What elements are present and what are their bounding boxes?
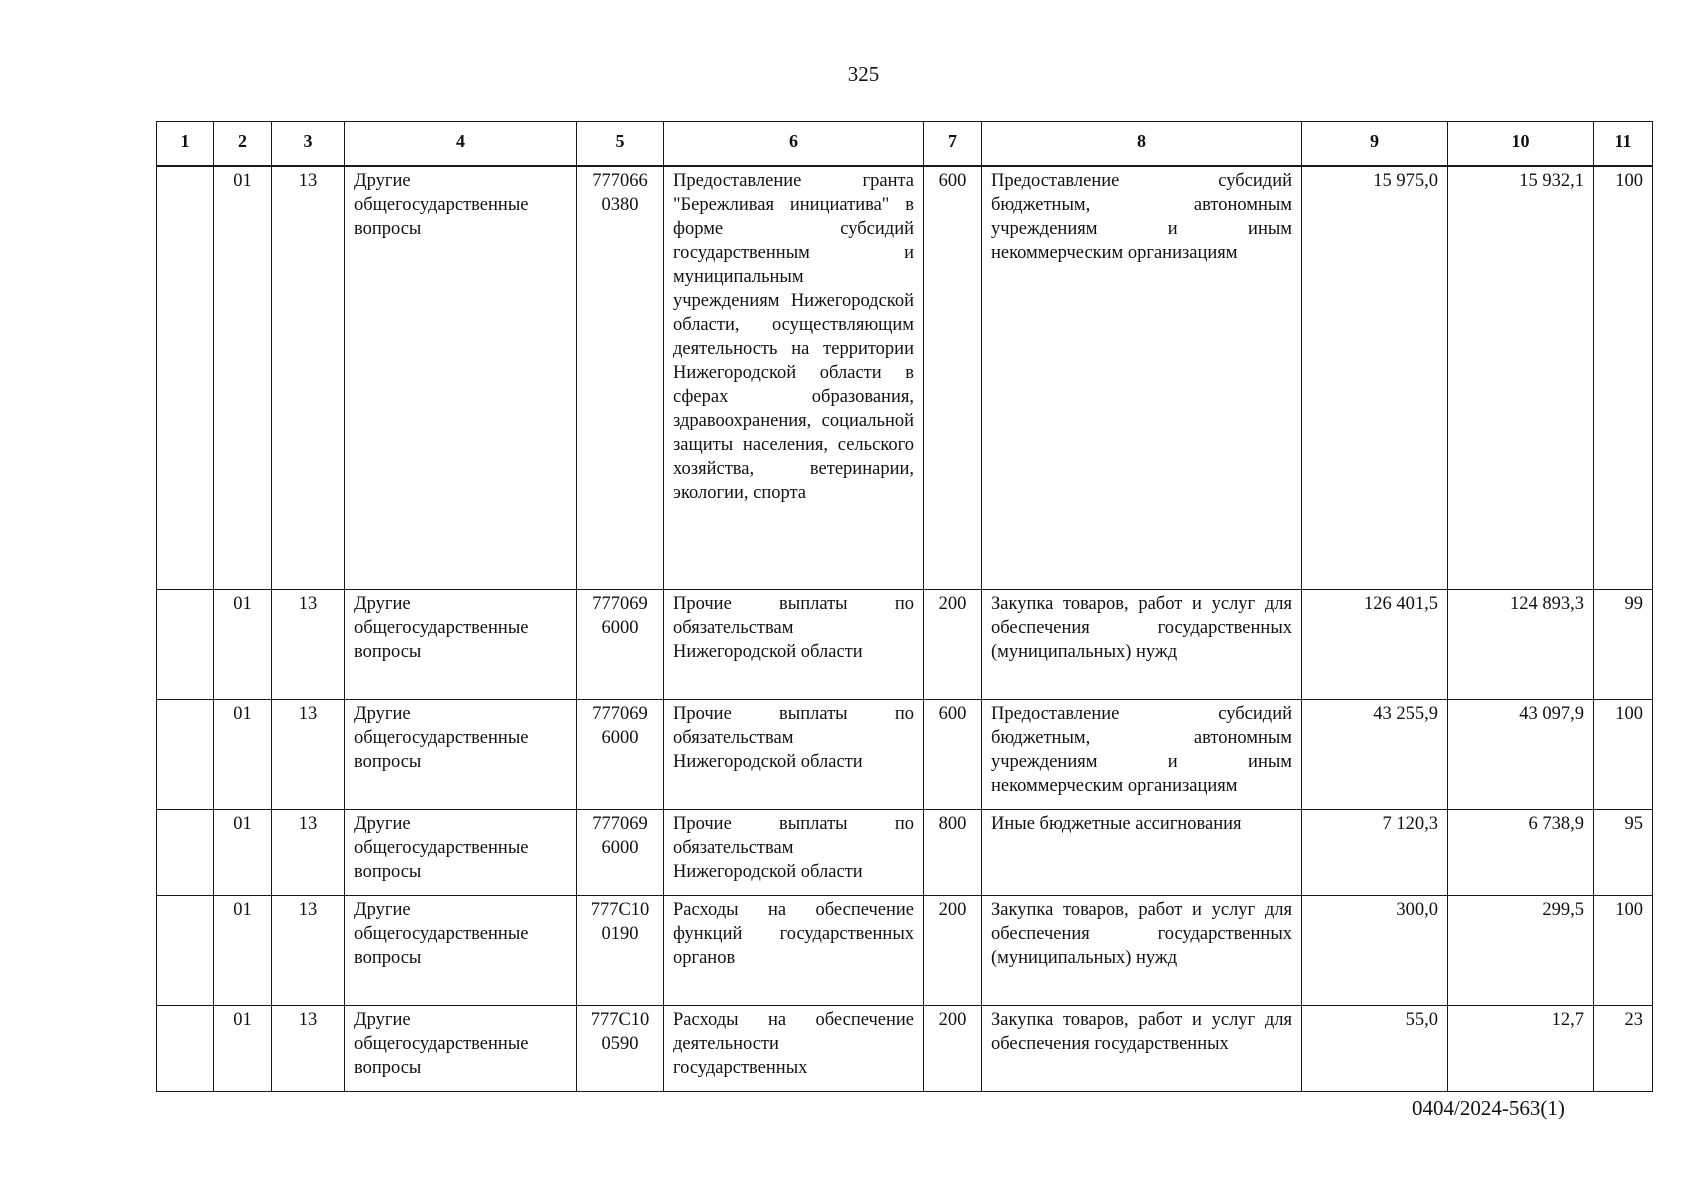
- cell-section: 01: [214, 699, 272, 809]
- header-col-10: 10: [1448, 122, 1594, 167]
- cell-target-code: 777066 0380: [577, 166, 664, 589]
- table-row: [157, 589, 1653, 699]
- cell-target-name: Предоставление гранта "Бережливая инициатива" в форме субсидий государственным и муниципальным учреждениям Нижегородской области, осуществляющим деятельность на территории Нижегородской области в сферах образования, здравоохранения, социальной защиты населения, сельского хозяйства, ветеринарии, экологии, спорта: [664, 166, 924, 589]
- cell-col-1: [157, 166, 214, 589]
- cell-section-name: Другие общегосударственные вопросы: [345, 699, 577, 809]
- cell-col-1: [157, 699, 214, 809]
- cell-subsection: 13: [272, 809, 345, 895]
- cell-col-1: [157, 1005, 214, 1091]
- header-col-9: 9: [1302, 122, 1448, 167]
- cell-executed-amount: 43 097,9: [1448, 699, 1594, 809]
- cell-expense-type-name: Иные бюджетные ассигнования: [982, 809, 1302, 895]
- table-header-row: [157, 122, 1653, 167]
- table-row: [157, 699, 1653, 809]
- table-row: [157, 166, 1653, 589]
- cell-section-name: Другие общегосударственные вопросы: [345, 166, 577, 589]
- cell-expense-type: 600: [924, 166, 982, 589]
- table-row: [157, 1005, 1653, 1091]
- cell-section: 01: [214, 809, 272, 895]
- cell-expense-type: 200: [924, 895, 982, 1005]
- cell-percent: 100: [1594, 895, 1653, 1005]
- header-col-6: 6: [664, 122, 924, 167]
- header-col-11: 11: [1594, 122, 1653, 167]
- table-row: [157, 809, 1653, 895]
- cell-planned-amount: 43 255,9: [1302, 699, 1448, 809]
- cell-subsection: 13: [272, 589, 345, 699]
- cell-col-1: [157, 809, 214, 895]
- cell-section: 01: [214, 166, 272, 589]
- cell-section-name: Другие общегосударственные вопросы: [345, 589, 577, 699]
- cell-percent: 100: [1594, 166, 1653, 589]
- page-number: 325: [847, 62, 880, 86]
- cell-target-name: Расходы на обеспечение деятельности государственных: [664, 1005, 924, 1091]
- cell-target-name: Прочие выплаты по обязательствам Нижегородской области: [664, 809, 924, 895]
- cell-target-name: Прочие выплаты по обязательствам Нижегородской области: [664, 589, 924, 699]
- cell-target-code: 777069 6000: [577, 589, 664, 699]
- cell-expense-type-name: Предоставление субсидий бюджетным, автономным учреждениям и иным некоммерческим организациям: [982, 166, 1302, 589]
- document-code: 0404/2024-563(1): [1412, 1096, 1565, 1120]
- cell-expense-type: 200: [924, 1005, 982, 1091]
- header-col-2: 2: [214, 122, 272, 167]
- cell-expense-type: 800: [924, 809, 982, 895]
- cell-percent: 100: [1594, 699, 1653, 809]
- cell-executed-amount: 6 738,9: [1448, 809, 1594, 895]
- header-col-5: 5: [577, 122, 664, 167]
- header-col-7: 7: [924, 122, 982, 167]
- cell-section-name: Другие общегосударственные вопросы: [345, 895, 577, 1005]
- header-col-4: 4: [345, 122, 577, 167]
- cell-expense-type-name: Закупка товаров, работ и услуг для обеспечения государственных: [982, 1005, 1302, 1091]
- cell-target-code: 777069 6000: [577, 699, 664, 809]
- cell-planned-amount: 15 975,0: [1302, 166, 1448, 589]
- cell-planned-amount: 7 120,3: [1302, 809, 1448, 895]
- cell-subsection: 13: [272, 699, 345, 809]
- cell-expense-type: 200: [924, 589, 982, 699]
- cell-subsection: 13: [272, 895, 345, 1005]
- cell-section: 01: [214, 1005, 272, 1091]
- header-col-1: 1: [157, 122, 214, 167]
- cell-percent: 95: [1594, 809, 1653, 895]
- cell-expense-type-name: Закупка товаров, работ и услуг для обеспечения государственных (муниципальных) нужд: [982, 589, 1302, 699]
- cell-target-code: 777С10 0190: [577, 895, 664, 1005]
- budget-table: [156, 121, 1653, 1092]
- cell-expense-type-name: Предоставление субсидий бюджетным, автономным учреждениям и иным некоммерческим организациям: [982, 699, 1302, 809]
- header-col-8: 8: [982, 122, 1302, 167]
- cell-section-name: Другие общегосударственные вопросы: [345, 809, 577, 895]
- cell-percent: 23: [1594, 1005, 1653, 1091]
- cell-target-name: Расходы на обеспечение функций государственных органов: [664, 895, 924, 1005]
- cell-target-code: 777069 6000: [577, 809, 664, 895]
- cell-target-code: 777С10 0590: [577, 1005, 664, 1091]
- cell-expense-type-name: Закупка товаров, работ и услуг для обеспечения государственных (муниципальных) нужд: [982, 895, 1302, 1005]
- header-col-3: 3: [272, 122, 345, 167]
- cell-percent: 99: [1594, 589, 1653, 699]
- cell-subsection: 13: [272, 1005, 345, 1091]
- cell-executed-amount: 299,5: [1448, 895, 1594, 1005]
- cell-col-1: [157, 589, 214, 699]
- cell-planned-amount: 126 401,5: [1302, 589, 1448, 699]
- cell-target-name: Прочие выплаты по обязательствам Нижегородской области: [664, 699, 924, 809]
- cell-section: 01: [214, 895, 272, 1005]
- cell-col-1: [157, 895, 214, 1005]
- table-row: [157, 895, 1653, 1005]
- cell-section-name: Другие общегосударственные вопросы: [345, 1005, 577, 1091]
- cell-planned-amount: 55,0: [1302, 1005, 1448, 1091]
- cell-executed-amount: 15 932,1: [1448, 166, 1594, 589]
- cell-planned-amount: 300,0: [1302, 895, 1448, 1005]
- cell-section: 01: [214, 589, 272, 699]
- cell-executed-amount: 12,7: [1448, 1005, 1594, 1091]
- cell-executed-amount: 124 893,3: [1448, 589, 1594, 699]
- cell-subsection: 13: [272, 166, 345, 589]
- cell-expense-type: 600: [924, 699, 982, 809]
